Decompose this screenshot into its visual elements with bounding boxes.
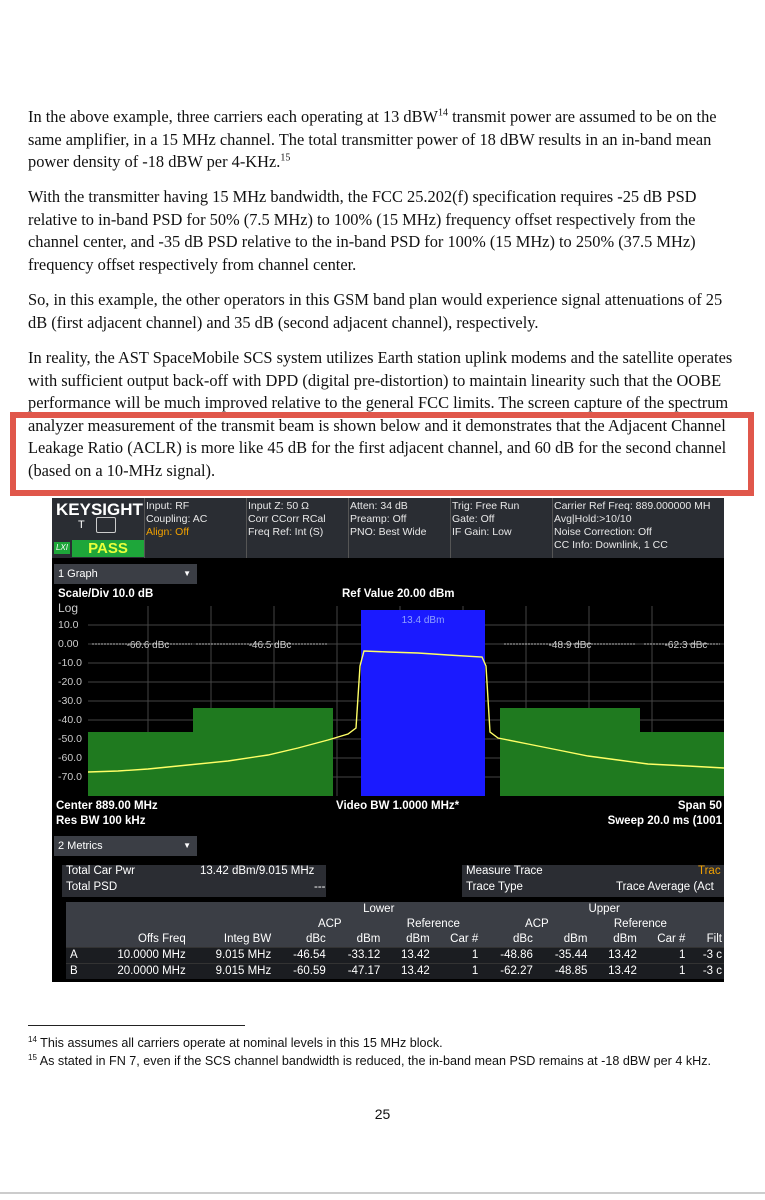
total-psd-value: --- [314, 881, 326, 893]
y-tick-label: -70.0 [58, 771, 82, 783]
dbc-label-u1: -48.9 dBc [548, 640, 592, 651]
pass-status-badge: PASS [72, 540, 144, 557]
lower-ref-header: Reference [384, 917, 482, 932]
paragraph-2: With the transmitter having 15 MHz bandwidth, the FCC 25.202(f) specification requires -25 dB PSD relative to in-band PSD for 50% (7.5 MHz) to 100% (15 MHz) frequency offset respectively from the channel center, and -35 dB PSD relative to the in-band PSD for 100% (15 MHz) to 250% (37.5 MHz) frequency offset respectively from channel center. [28, 187, 697, 274]
trace-type-value[interactable]: Trace Average (Act [616, 881, 714, 893]
col-upper-ref-dbm: dBm [591, 932, 640, 948]
total-car-pwr-value: 13.42 dBm/9.015 MHz [200, 865, 315, 877]
total-car-pwr-label: Total Car Pwr [66, 865, 136, 877]
measure-trace-label: Measure Trace [466, 865, 543, 877]
graph-footer [52, 800, 724, 816]
chevron-down-icon: ▼ [183, 569, 191, 578]
paragraph-1: In the above example, three carriers each operating at 13 dBW$^{14}$ transmit power are assumed to be on the same amplifier, in a 15 MHz channel. The total transmitter power of 18 dBW results in an in-band mean power density of -18 dBW per 4-KHz.$^{15}$ [28, 107, 717, 171]
y-tick-label: -50.0 [58, 733, 82, 745]
tab-metrics[interactable]: 2 Metrics ▼ [54, 836, 197, 856]
y-tick-label: -10.0 [58, 657, 82, 669]
input-z-settings[interactable]: Input Z: 50 Ω Corr CCorr RCal Freq Ref: Int (S) [248, 500, 326, 538]
col-upper-car: Car # [641, 932, 690, 948]
footnote-15: $^{15}$ As stated in FN 7, even if the SCS channel bandwidth is reduced, the in-band mean PSD remains at -18 dBW per 4 kHz. [28, 1052, 712, 1068]
limit-region-l1 [193, 708, 333, 796]
limit-region-l2 [88, 732, 193, 796]
analyzer-header [52, 498, 724, 558]
col-lower-ref-dbm: dBm [384, 932, 433, 948]
keysight-logo: KEYSIGHT [56, 500, 143, 519]
col-integ-bw: Integ BW [190, 932, 275, 948]
y-tick-label: -60.0 [58, 752, 82, 764]
upper-ref-header: Reference [591, 917, 689, 932]
carrier-band [361, 610, 485, 796]
graph-info-bar [52, 588, 724, 604]
col-upper-dbc: dBc [482, 932, 537, 948]
upper-header: Upper [482, 902, 724, 917]
page-bottom-border [0, 1192, 765, 1194]
atten-settings[interactable]: Atten: 34 dB Preamp: Off PNO: Best Wide [350, 500, 427, 538]
carrier-label: 13.4 dBm [401, 615, 445, 626]
measure-trace-value[interactable]: Trac [698, 865, 721, 877]
table-row[interactable]: B 20.0000 MHz 9.015 MHz -60.59 -47.17 13.42 1 -62.27 -48.85 13.42 1 -3 c [66, 964, 724, 980]
total-psd-label: Total PSD [66, 881, 118, 893]
footnote-rule [28, 1025, 245, 1026]
touch-icon[interactable] [96, 517, 116, 533]
paragraph-4: In reality, the AST SpaceMobile SCS system utilizes Earth station uplink modems and the satellite operates with sufficient output back-off with DPD (digital pre-distortion) to maintain linearity such that the OOBE performance will be much improved relative to the general FCC limits. The screen capture of the spectrum analyzer measurement of the transmit beam is shown below and it demonstrates that the Adjacent Channel Leakage Ratio (ACLR) is more like 45 dB for the first adjacent channel, and 60 dB for the second channel (based on a 10-MHz signal). [28, 348, 733, 480]
paragraph-3: So, in this example, the other operators in this GSM band plan would experience signal attenuations of 25 dB (first adjacent channel) and 35 dB (second adjacent channel), respectively. [28, 290, 723, 332]
dbc-label-l1: -46.5 dBc [248, 640, 292, 651]
res-bw: Res BW 100 kHz [56, 815, 146, 827]
y-tick-label: 10.0 [58, 619, 79, 631]
sweep-time: Sweep 20.0 ms (1001 [607, 815, 722, 827]
highlight-box [10, 412, 754, 496]
col-upper-dbm: dBm [537, 932, 592, 948]
y-tick-label: -40.0 [58, 714, 82, 726]
lower-acp-header: ACP [275, 917, 384, 932]
col-lower-dbc: dBc [275, 932, 330, 948]
col-lower-dbm: dBm [330, 932, 385, 948]
trace-label: T [78, 519, 85, 531]
y-tick-label: -20.0 [58, 676, 82, 688]
dbc-label-l2: -60.6 dBc [126, 640, 170, 651]
acp-table [66, 902, 724, 979]
tab-graph[interactable]: 1 Graph ▼ [54, 564, 197, 584]
log-label: Log [58, 601, 79, 615]
col-offs-freq: Offs Freq [87, 932, 190, 948]
lower-header: Lower [275, 902, 482, 917]
span: Span 50 [677, 800, 722, 812]
graph-footer-2 [52, 815, 724, 831]
upper-acp-header: ACP [482, 917, 591, 932]
trace-type-label: Trace Type [466, 881, 523, 893]
spectrum-analyzer-screenshot [52, 498, 724, 982]
col-lower-car: Car # [434, 932, 483, 948]
chevron-down-icon: ▼ [183, 841, 191, 850]
dbc-label-u2: -62.3 dBc [664, 640, 708, 651]
footnote-14: $^{14}$ This assumes all carriers operate at nominal levels in this 15 MHz block. [28, 1034, 443, 1050]
page-number: 25 [374, 1106, 391, 1122]
y-tick-label: -30.0 [58, 695, 82, 707]
lxi-badge: LXI [55, 543, 68, 552]
spectrum-plot [88, 606, 724, 796]
ref-value: Ref Value 20.00 dBm [342, 588, 455, 600]
trigger-settings[interactable]: Trig: Free Run Gate: Off IF Gain: Low [452, 500, 520, 538]
video-bw: Video BW 1.0000 MHz* [336, 800, 460, 812]
footnote-ref-14[interactable]: 14 [438, 107, 449, 119]
carrier-settings[interactable]: Carrier Ref Freq: 889.000000 MH Avg|Hold:>10/10 Noise Correction: Off CC Info: Downlink, 1 CC [554, 500, 711, 551]
y-tick-label: 0.00 [58, 638, 79, 650]
input-settings[interactable]: Input: RF Coupling: AC Align: Off [146, 500, 208, 538]
table-row[interactable]: A 10.0000 MHz 9.015 MHz -46.54 -33.12 13.42 1 -48.86 -35.44 13.42 1 -3 c [66, 948, 724, 964]
center-freq: Center 889.00 MHz [56, 800, 158, 812]
col-filt: Filt [689, 932, 724, 948]
footnote-ref-15[interactable]: 15 [280, 152, 291, 164]
scale-div: Scale/Div 10.0 dB [58, 588, 154, 600]
